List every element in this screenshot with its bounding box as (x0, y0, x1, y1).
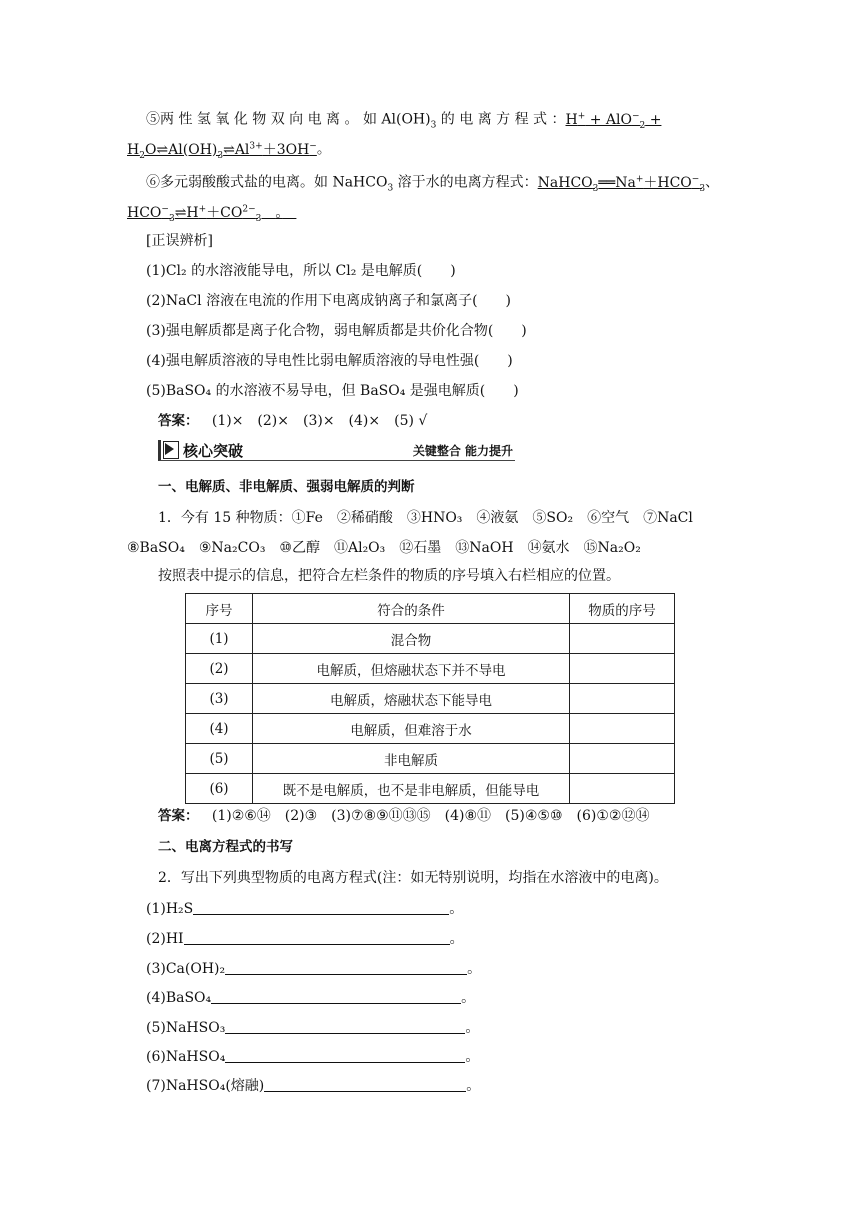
table-header: 物质的序号 (570, 594, 675, 624)
question-text: 2．写出下列典型物质的电离方程式(注：如无特别说明，均指在水溶液中的电离)。 (158, 870, 668, 886)
judge-item: (2)NaCl 溶液在电流的作用下电离成钠离子和氯离子( ) (146, 293, 511, 309)
equation-item: (1)H₂S 。 (146, 901, 464, 917)
equation-answer: $HCO^-_3\rightleftharpoons H^++CO^{2-}_3$ 。 (127, 204, 283, 224)
answer-cell[interactable] (570, 744, 675, 774)
paragraph-amphoteric-cont: $H_2O\rightleftharpoons Al(OH)_3\rightleftharpoons Al^{3+}+3OH^-$。 (127, 141, 331, 161)
question-text: 1．今有 15 种物质：①Fe ②稀硝酸 ③HNO₃ ④液氨 ⑤SO₂ ⑥空气 ⑦NaCl (158, 510, 693, 526)
equation-answer: $NaHCO_3══Na^++HCO^-_3$ (537, 174, 706, 194)
banner-title: 核心突破 (183, 442, 244, 460)
table-header: 符合的条件 (253, 594, 570, 624)
equation-item: (3)Ca(OH)₂ 。 (146, 961, 482, 977)
answer-cell[interactable] (570, 684, 675, 714)
answer-blank[interactable] (225, 960, 467, 975)
section-banner (158, 440, 515, 461)
paragraph-acid-salt-cont (127, 199, 296, 228)
paragraph-acid-salt: ⑥多元弱酸酸式盐的电离。如 NaHCO$_3$ 溶于水的电离方程式：$NaHCO_3══Na^++HCO^-_3$、 (146, 174, 720, 194)
table-row: (2) 电解质，但熔融状态下并不导电 (186, 654, 675, 684)
answer-text: (1)× (2)× (3)× (4)× (5) √ (211, 413, 428, 429)
answer-blank[interactable] (225, 1048, 465, 1063)
table-row: (4) 电解质，但难溶于水 (186, 714, 675, 744)
equation-item: (6)NaHSO₄ 。 (146, 1049, 480, 1065)
table-row: (5) 非电解质 (186, 744, 675, 774)
table-row: (1) 混合物 (186, 624, 675, 654)
equation-answer: $H_2O\rightleftharpoons Al(OH)_3\rightleftharpoons Al^{3+}+3OH^-$ (127, 141, 317, 161)
answer-cell[interactable] (570, 714, 675, 744)
answer-blank[interactable] (225, 1019, 465, 1034)
paragraph-amphoteric: ⑤两 性 氢 氧 化 物 双 向 电 离 。 如 $Al(OH)_3$ 的 电 离 方 程 式 ：H+ + AlO−$_2$ + (146, 111, 662, 131)
judge-item: (4)强电解质溶液的导电性比弱电解质溶液的导电性强( ) (146, 353, 513, 369)
table-row: (6) 既不是电解质，也不是非电解质，但能导电 (186, 774, 675, 804)
section-title: 二、电离方程式的书写 (158, 839, 293, 855)
answer-cell[interactable] (570, 654, 675, 684)
answer-blank[interactable] (264, 1077, 466, 1092)
judge-item: (1)Cl₂ 的水溶液能导电，所以 Cl₂ 是电解质( ) (146, 263, 456, 279)
answer-label: 答案： (158, 413, 199, 429)
question-instruction: 按照表中提示的信息，把符合左栏条件的物质的序号填入右栏相应的位置。 (158, 568, 620, 584)
circled-number: ⑥ (146, 174, 160, 191)
answer-blank[interactable] (184, 930, 450, 945)
circled-number: ⑤ (146, 111, 160, 128)
table-row: (3) 电解质，熔融状态下能导电 (186, 684, 675, 714)
answer-text: (1)②⑥⑭ (2)③ (3)⑦⑧⑨⑪⑬⑮ (4)⑧⑪ (5)④⑤⑩ (6)①②⑫⑭ (211, 808, 650, 824)
equation-item: (4)BaSO₄ 。 (146, 990, 476, 1006)
answer-cell[interactable] (570, 624, 675, 654)
equation-item: (2)HI 。 (146, 931, 464, 947)
equation-answer: H+ + AlO−$_2$ + (565, 111, 662, 131)
judge-item: (5)BaSO₄ 的水溶液不易导电，但 BaSO₄ 是强电解质( ) (146, 383, 519, 399)
condition-table (185, 593, 675, 804)
table-header-row (186, 594, 675, 624)
judge-item: (3)强电解质都是离子化合物，弱电解质都是共价化合物( ) (146, 323, 527, 339)
banner-subtitle: 关键整合 能力提升 (412, 444, 513, 458)
judge-heading: [正误辨析] (146, 233, 213, 249)
question-text: ⑧BaSO₄ ⑨Na₂CO₃ ⑩乙醇 ⑪Al₂O₃ ⑫石墨 ⑬NaOH ⑭氨水 ⑮Na₂O₂ (127, 540, 641, 556)
answer-cell[interactable] (570, 774, 675, 804)
table-header: 序号 (186, 594, 253, 624)
equation-item: (7)NaHSO₄(熔融) 。 (146, 1078, 481, 1094)
judge-answer (158, 411, 427, 431)
play-triangle-icon-fill (165, 443, 174, 455)
paragraph-text: 两 性 氢 氧 化 物 双 向 电 离 。 如 Al(OH) (160, 111, 431, 128)
equation-item: (5)NaHSO₃ 。 (146, 1020, 480, 1036)
answer-blank[interactable] (193, 900, 449, 915)
section-title: 一、电解质、非电解质、强弱电解质的判断 (158, 479, 415, 495)
table-answer (158, 806, 649, 826)
answer-blank[interactable] (211, 989, 461, 1004)
answer-label: 答案： (158, 808, 199, 824)
